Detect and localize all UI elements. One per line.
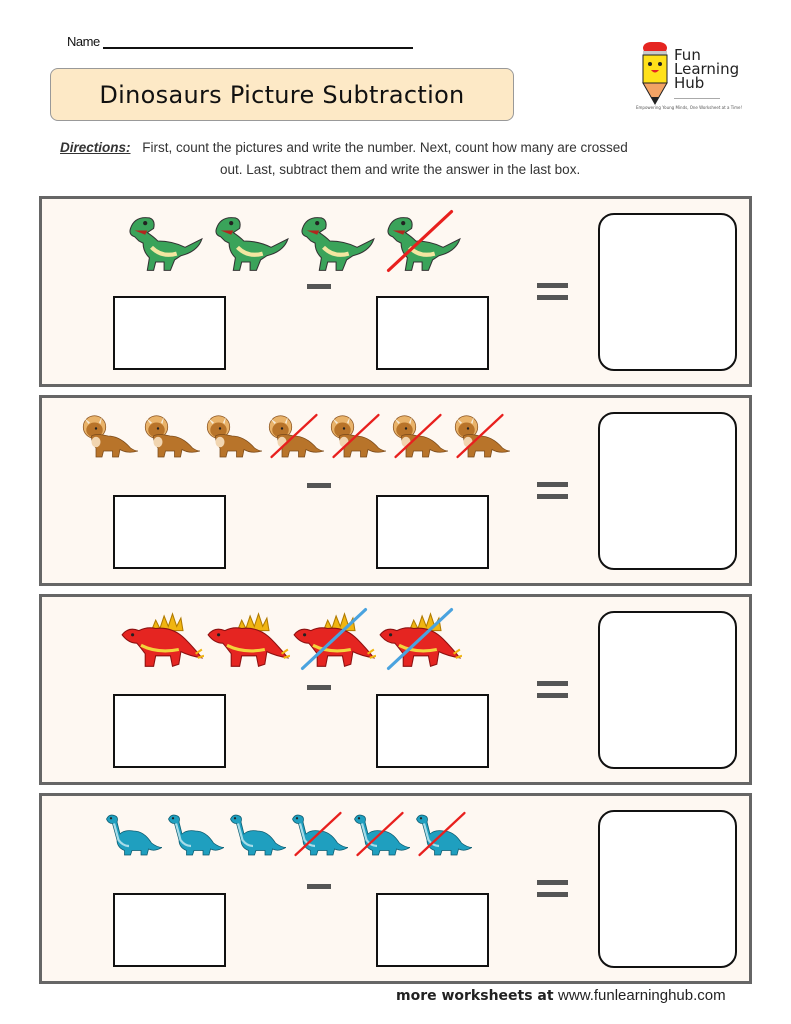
footer (396, 987, 726, 1004)
minus-sign (307, 483, 331, 488)
crossed-count-box[interactable] (376, 694, 489, 768)
stegosaurus-icon (120, 607, 204, 671)
triceratops-icon (140, 408, 200, 464)
dinosaur-row (78, 408, 510, 464)
answer-box[interactable] (598, 810, 737, 968)
name-input-line[interactable] (103, 35, 413, 49)
dinosaur-row (120, 209, 462, 273)
cross-out-line (326, 408, 386, 464)
stegosaurus-icon (206, 607, 290, 671)
brachiosaurus-icon (288, 806, 348, 862)
cross-out-line (292, 607, 376, 671)
name-label: Name (67, 34, 100, 49)
equals-sign (537, 283, 568, 301)
cross-out-line (288, 806, 348, 862)
cross-out-line (350, 806, 410, 862)
directions-line1: First, count the pictures and write the number. Next, count how many are crossed (142, 140, 628, 155)
crossed-count-box[interactable] (376, 893, 489, 967)
logo-tagline: Empowering Young Minds, One Worksheet at a Time! (636, 105, 743, 110)
dinosaur-row (120, 607, 462, 671)
triceratops-icon (450, 408, 510, 464)
crossed-count-box[interactable] (376, 495, 489, 569)
name-row (67, 34, 413, 49)
problem-panel-1 (39, 196, 752, 387)
total-count-box[interactable] (113, 296, 226, 370)
brachiosaurus-icon (102, 806, 162, 862)
triceratops-icon (78, 408, 138, 464)
brachiosaurus-icon (164, 806, 224, 862)
triceratops-icon (264, 408, 324, 464)
cross-out-line (412, 806, 472, 862)
title-banner (50, 68, 514, 121)
logo-line2: Learning (674, 60, 740, 78)
pencil-mascot-icon (640, 40, 670, 106)
brachiosaurus-icon (412, 806, 472, 862)
total-count-box[interactable] (113, 893, 226, 967)
problem-panel-2 (39, 395, 752, 586)
problem-panel-3 (39, 594, 752, 785)
directions-line2: out. Last, subtract them and write the answer in the last box. (220, 162, 581, 177)
total-count-box[interactable] (113, 495, 226, 569)
logo-divider (674, 98, 720, 99)
triceratops-icon (202, 408, 262, 464)
t-rex-icon (206, 209, 290, 273)
minus-sign (307, 685, 331, 690)
crossed-count-box[interactable] (376, 296, 489, 370)
t-rex-icon (378, 209, 462, 273)
equals-sign (537, 880, 568, 898)
brachiosaurus-icon (350, 806, 410, 862)
logo-wordmark (674, 48, 739, 90)
total-count-box[interactable] (113, 694, 226, 768)
answer-box[interactable] (598, 611, 737, 769)
problem-panel-4 (39, 793, 752, 984)
dinosaur-row (102, 806, 472, 862)
equals-sign (537, 482, 568, 500)
stegosaurus-icon (292, 607, 376, 671)
answer-box[interactable] (598, 412, 737, 570)
directions (60, 137, 670, 181)
brachiosaurus-icon (226, 806, 286, 862)
fun-learning-hub-logo (636, 40, 786, 125)
page-title: Dinosaurs Picture Subtraction (99, 80, 465, 109)
minus-sign (307, 284, 331, 289)
cross-out-line (378, 209, 462, 273)
logo-line1: Fun (674, 46, 701, 64)
triceratops-icon (388, 408, 448, 464)
equals-sign (537, 681, 568, 699)
answer-box[interactable] (598, 213, 737, 371)
cross-out-line (450, 408, 510, 464)
footer-bold: more worksheets at (396, 988, 554, 1004)
t-rex-icon (120, 209, 204, 273)
triceratops-icon (326, 408, 386, 464)
directions-label: Directions: (60, 140, 131, 155)
stegosaurus-icon (378, 607, 462, 671)
cross-out-line (378, 607, 462, 671)
t-rex-icon (292, 209, 376, 273)
logo-line3: Hub (674, 74, 705, 92)
minus-sign (307, 884, 331, 889)
cross-out-line (388, 408, 448, 464)
footer-url[interactable]: www.funlearninghub.com (558, 987, 726, 1004)
cross-out-line (264, 408, 324, 464)
